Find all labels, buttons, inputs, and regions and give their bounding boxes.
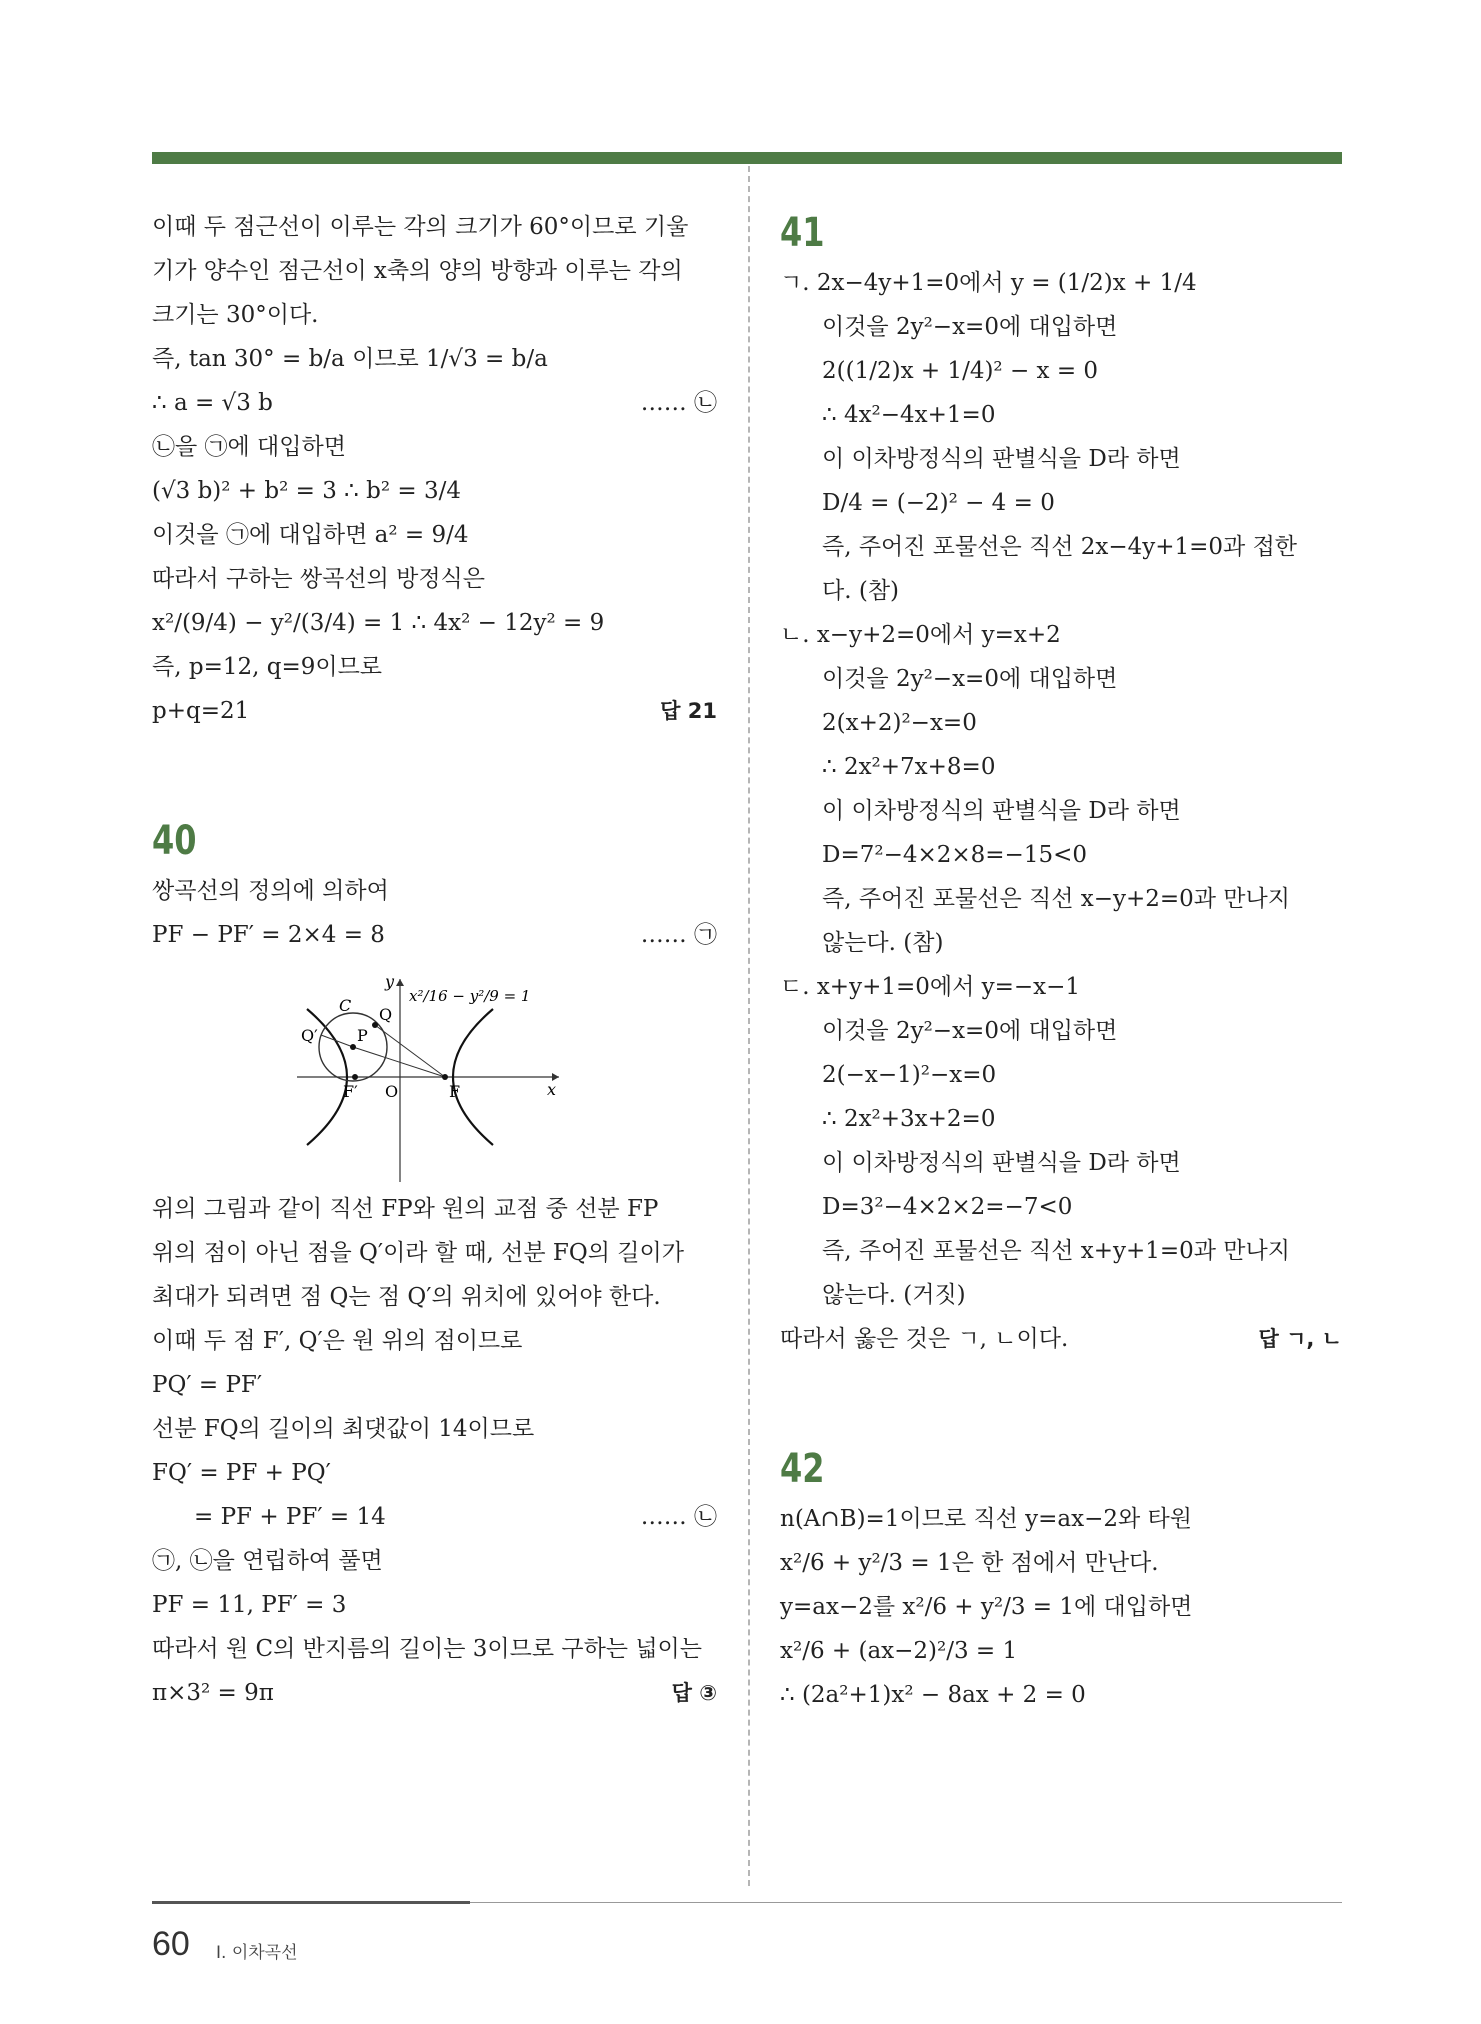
text-line: D/4 = (−2)² − 4 = 0 (822, 490, 1055, 516)
problem-number: 42 (780, 1446, 825, 1492)
text-line: 즉, p=12, q=9이므로 (152, 654, 383, 680)
equation-line (152, 381, 717, 425)
y-axis-arrow (396, 979, 404, 986)
equation-text: = PF + PF′ = 14 (194, 1504, 386, 1530)
right-column (780, 205, 1342, 1717)
text-line: 기가 양수인 점근선이 x축의 양의 방향과 이루는 각의 (152, 258, 683, 284)
text-line: x²/6 + y²/3 = 1은 한 점에서 만난다. (780, 1550, 1159, 1576)
equation-tag: …… ㉡ (640, 1504, 717, 1530)
point-f-prime (352, 1074, 358, 1080)
text-line: 않는다. (거짓) (822, 1282, 966, 1308)
text-line: ∴ 4x²−4x+1=0 (822, 402, 996, 428)
text-line: 이것을 2y²−x=0에 대입하면 (822, 666, 1118, 692)
text-line: ㄱ. 2x−4y+1=0에서 y = (1/2)x + 1/4 (780, 270, 1197, 296)
text-line: 위의 그림과 같이 직선 FP와 원의 교점 중 선분 FP (152, 1196, 659, 1222)
text-line: 2((1/2)x + 1/4)² − x = 0 (822, 358, 1099, 384)
f-label: F (449, 1082, 461, 1101)
text-line: 선분 FQ의 길이의 최댓값이 14이므로 (152, 1416, 535, 1442)
text-line: 즉, tan 30° = b/a 이므로 1/√3 = b/a (152, 346, 548, 372)
equation-line (152, 913, 717, 957)
hyperbola-equation-label: x²/16 − y²/9 = 1 (409, 987, 531, 1005)
text-line: ㉡을 ㉠에 대입하면 (152, 434, 346, 460)
text-line: 이때 두 점 F′, Q′은 원 위의 점이므로 (152, 1328, 523, 1354)
text-line: PQ′ = PF′ (152, 1372, 263, 1398)
text-line: ∴ (2a²+1)x² − 8ax + 2 = 0 (780, 1682, 1086, 1708)
equation-text: ∴ a = √3 b (152, 390, 273, 416)
f-prime-label: F′ (343, 1082, 358, 1101)
text-line: PF = 11, PF′ = 3 (152, 1592, 347, 1618)
chapter-title: Ⅰ. 이차곡선 (216, 1943, 298, 1963)
answer-line (780, 1317, 1342, 1361)
text-line: D=3²−4×2×2=−7<0 (822, 1194, 1073, 1220)
text-line: 2(−x−1)²−x=0 (822, 1062, 997, 1088)
text-line: 2(x+2)²−x=0 (822, 710, 977, 736)
equation-text: PF − PF′ = 2×4 = 8 (152, 922, 385, 948)
text-line: ㄷ. x+y+1=0에서 y=−x−1 (780, 974, 1081, 1000)
segment-fq (375, 1025, 445, 1077)
answer-line (152, 1671, 717, 1715)
text-line: 따라서 구하는 쌍곡선의 방정식은 (152, 566, 485, 592)
equation-tag: …… ㉠ (640, 922, 717, 948)
text-line: x²/(9/4) − y²/(3/4) = 1 ∴ 4x² − 12y² = 9 (152, 610, 605, 636)
text-line: 위의 점이 아닌 점을 Q′이라 할 때, 선분 FQ의 길이가 (152, 1240, 684, 1266)
text-line: 즉, 주어진 포물선은 직선 x+y+1=0과 만나지 (822, 1238, 1290, 1264)
conclusion-text: 따라서 옳은 것은 ㄱ, ㄴ이다. (780, 1326, 1069, 1352)
point-p (350, 1044, 356, 1050)
text-line: ∴ 2x²+3x+2=0 (822, 1106, 996, 1132)
text-line: n(A∩B)=1이므로 직선 y=ax−2와 타원 (780, 1506, 1192, 1532)
text-line: 크기는 30°이다. (152, 302, 319, 328)
text-line: 않는다. (참) (822, 930, 944, 956)
text-line: 즉, 주어진 포물선은 직선 x−y+2=0과 만나지 (822, 886, 1290, 912)
text-line: 다. (참) (822, 578, 900, 604)
equation-text: p+q=21 (152, 698, 250, 724)
point-q (372, 1022, 378, 1028)
text-line: 이 이차방정식의 판별식을 D라 하면 (822, 1150, 1181, 1176)
text-line: 쌍곡선의 정의에 의하여 (152, 878, 389, 904)
equation-text: π×3² = 9π (152, 1680, 274, 1706)
text-line: 즉, 주어진 포물선은 직선 2x−4y+1=0과 접한 (822, 534, 1298, 560)
point-f (442, 1074, 448, 1080)
y-axis-label: y (385, 972, 395, 991)
text-line: ㄴ. x−y+2=0에서 y=x+2 (780, 622, 1061, 648)
answer-label: 답 ㄱ, ㄴ (1258, 1327, 1342, 1351)
text-line: 이 이차방정식의 판별식을 D라 하면 (822, 798, 1181, 824)
segment-pf (353, 1047, 445, 1077)
text-line: 이때 두 점근선이 이루는 각의 크기가 60°이므로 기울 (152, 214, 689, 240)
equation-tag: …… ㉡ (640, 390, 717, 416)
text-line: 이것을 2y²−x=0에 대입하면 (822, 1018, 1118, 1044)
text-line: ㉠, ㉡을 연립하여 풀면 (152, 1548, 383, 1574)
text-line: 최대가 되려면 점 Q는 점 Q′의 위치에 있어야 한다. (152, 1284, 661, 1310)
answer-label: 답 21 (660, 699, 717, 723)
text-line: 이 이차방정식의 판별식을 D라 하면 (822, 446, 1181, 472)
header-bar (152, 152, 1342, 164)
q-label: Q (379, 1005, 393, 1024)
text-line: y=ax−2를 x²/6 + y²/3 = 1에 대입하면 (780, 1594, 1193, 1620)
text-line: x²/6 + (ax−2)²/3 = 1 (780, 1638, 1018, 1664)
hyperbola-diagram (297, 957, 567, 1187)
answer-label: 답 ③ (671, 1681, 717, 1705)
text-line: 따라서 원 C의 반지름의 길이는 3이므로 구하는 넓이는 (152, 1636, 702, 1662)
text-line: FQ′ = PF + PQ′ (152, 1460, 331, 1486)
text-line: D=7²−4×2×8=−15<0 (822, 842, 1087, 868)
answer-line (152, 689, 717, 733)
problem-number: 41 (780, 210, 825, 256)
text-line: ∴ 2x²+7x+8=0 (822, 754, 996, 780)
column-divider (748, 166, 750, 1886)
equation-line (152, 1495, 717, 1539)
problem-number: 40 (152, 818, 197, 864)
x-axis-label: x (547, 1080, 557, 1099)
left-column (152, 205, 717, 1715)
page-number: 60 (152, 1925, 190, 1963)
p-label: P (357, 1026, 368, 1045)
circle-label: C (339, 996, 352, 1015)
text-line: 이것을 2y²−x=0에 대입하면 (822, 314, 1118, 340)
origin-label: O (385, 1082, 399, 1101)
q-prime-label: Q′ (301, 1026, 318, 1045)
hyperbola-figure (152, 957, 717, 1187)
footer-rule-accent (152, 1901, 470, 1904)
text-line: (√3 b)² + b² = 3 ∴ b² = 3/4 (152, 478, 461, 504)
text-line: 이것을 ㉠에 대입하면 a² = 9/4 (152, 522, 469, 548)
